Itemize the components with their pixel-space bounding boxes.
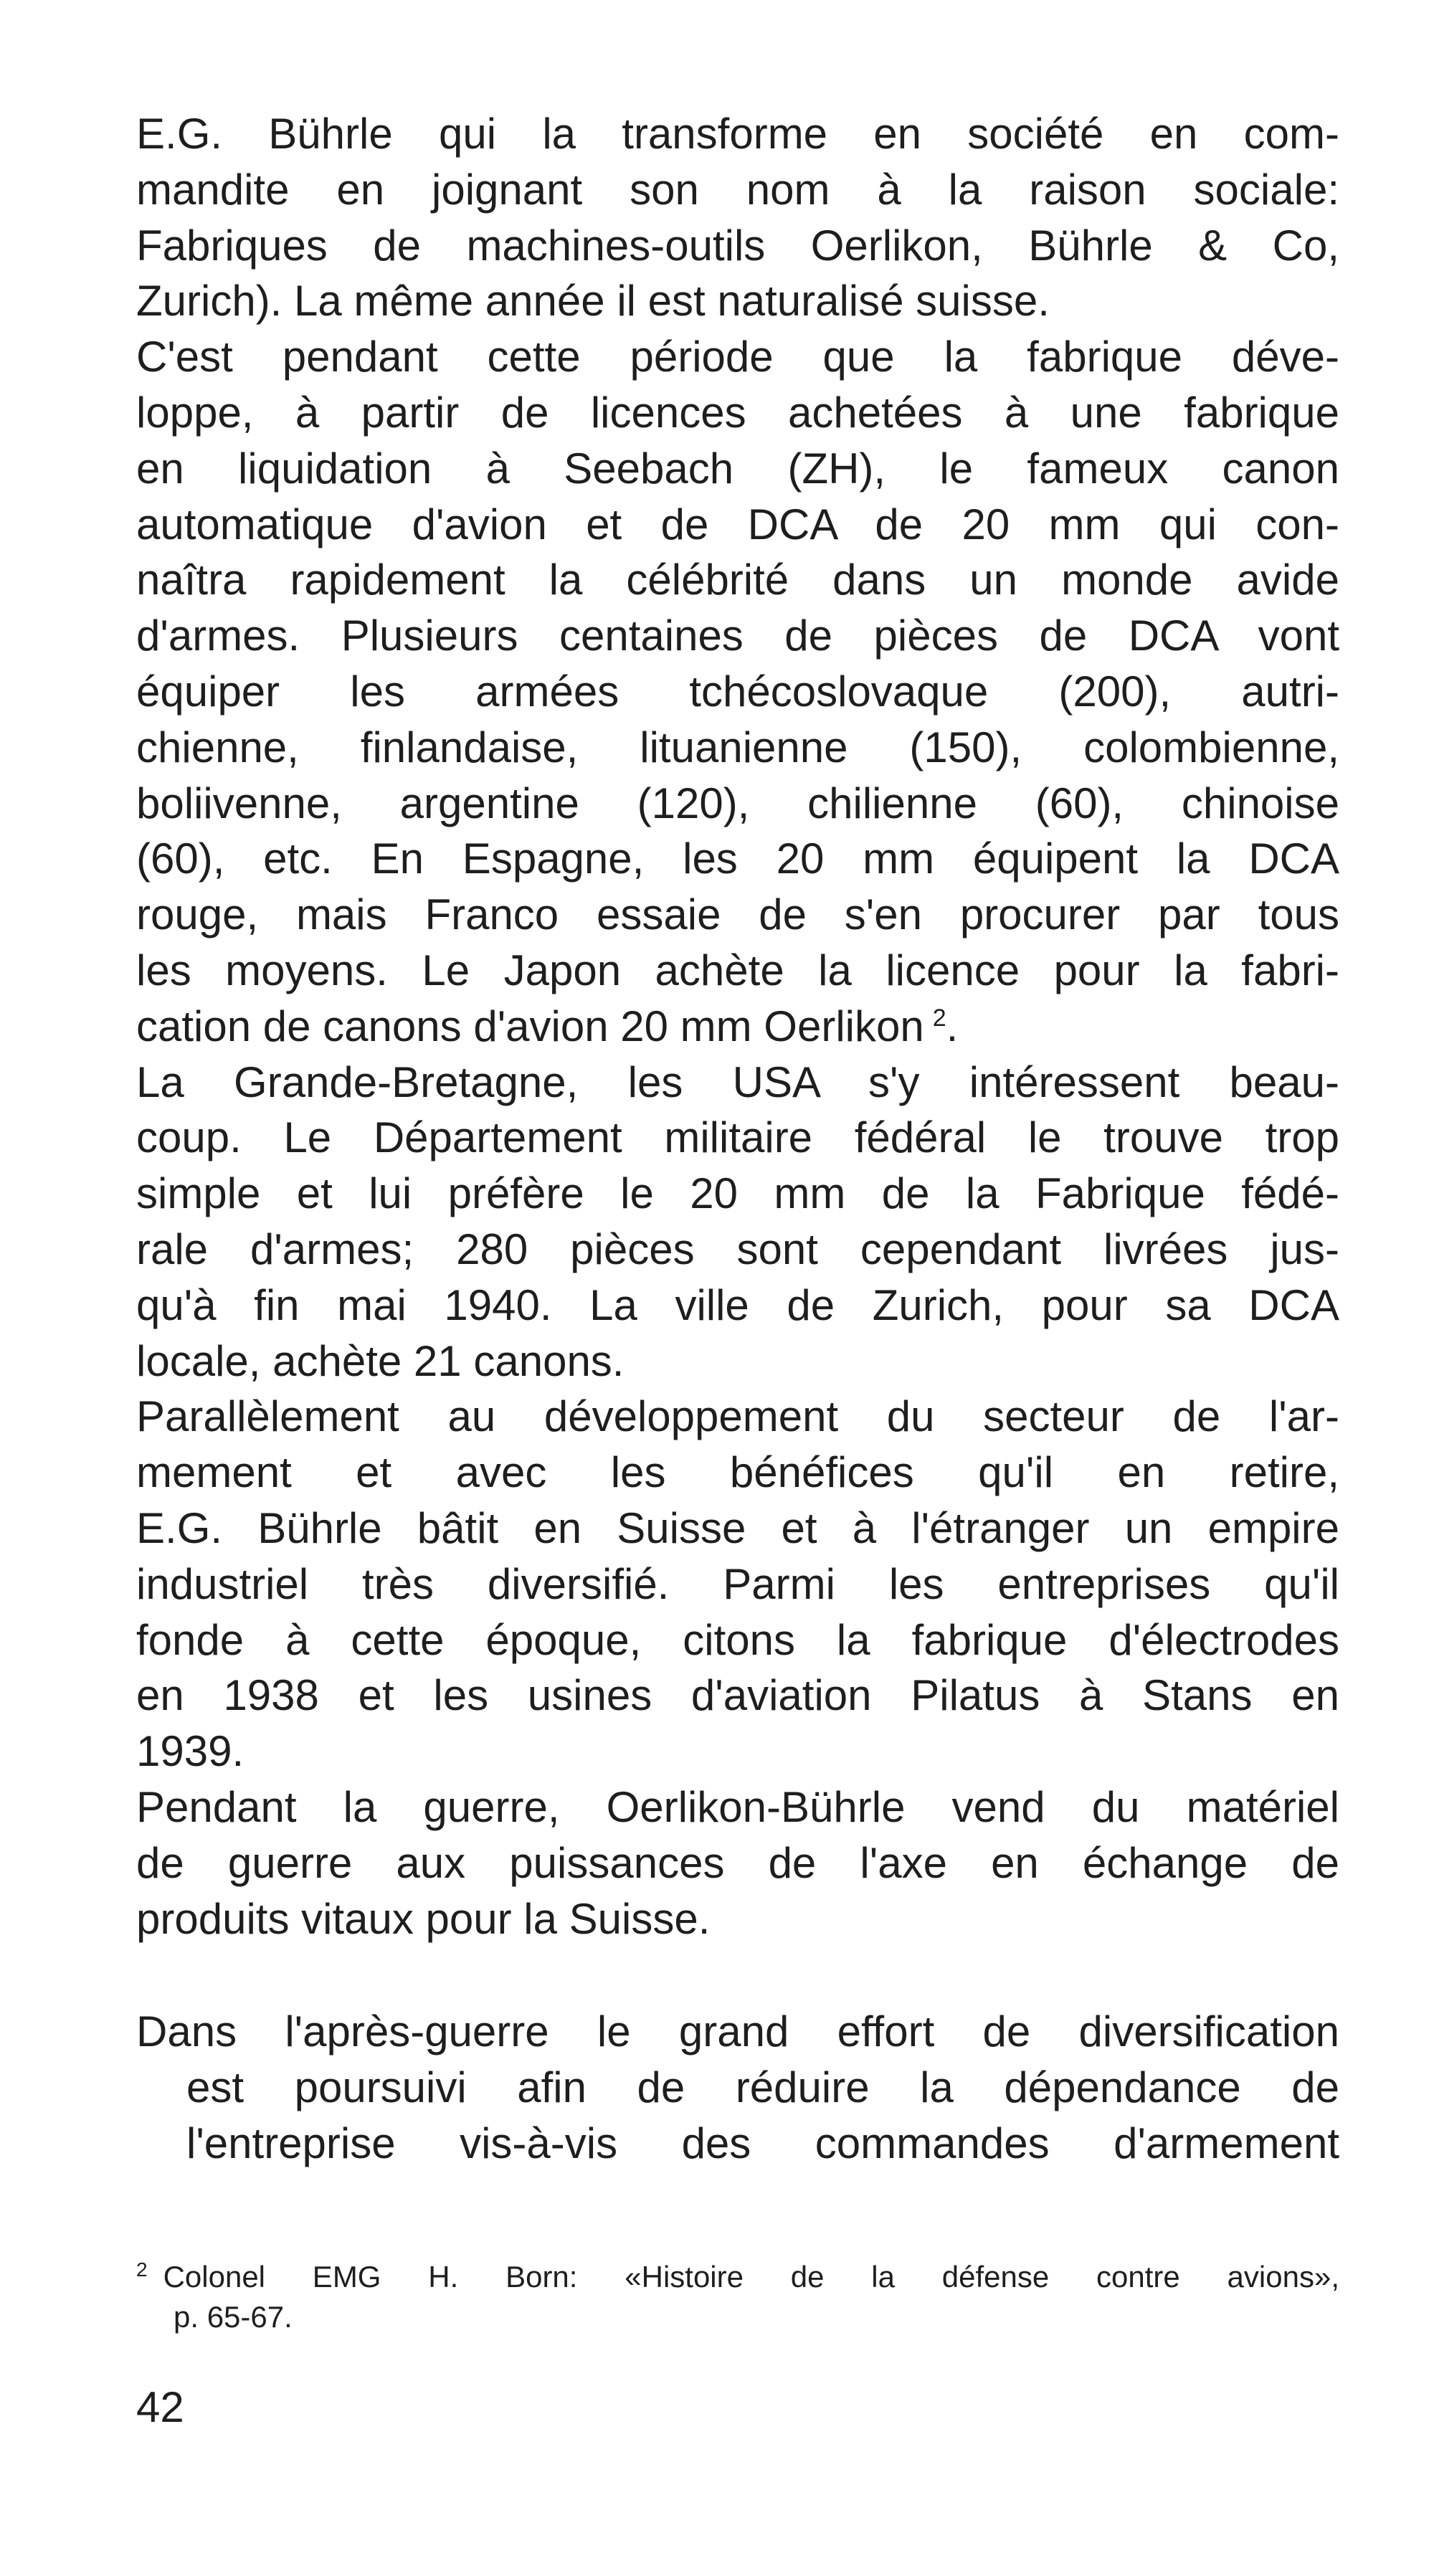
text-line: d'armes. Plusieurs centaines de pièces de DCA vont xyxy=(136,612,1339,660)
footnote-line xyxy=(136,2250,1339,2297)
text-line: automatique d'avion et de DCA de 20 mm qui con- xyxy=(136,500,1339,548)
text-line: produits vitaux pour la Suisse. xyxy=(136,1894,711,1943)
text-line: l'entreprise vis-à-vis des commandes d'armement xyxy=(186,2119,1339,2167)
text-line: en liquidation à Seebach (ZH), le fameux canon xyxy=(136,444,1339,493)
sentence-end: . xyxy=(946,1002,959,1050)
text-line: simple et lui préfère le 20 mm de la Fabrique fédé- xyxy=(136,1169,1339,1218)
text-line: est poursuivi afin de réduire la dépendance de xyxy=(186,2063,1339,2112)
text-line: en 1938 et les usines d'aviation Pilatus à Stans en xyxy=(136,1671,1339,1720)
footnote xyxy=(136,2250,1339,2337)
text-line: rale d'armes; 280 pièces sont cependant livrées jus- xyxy=(136,1225,1339,1273)
text-line: chienne, finlandaise, lituanienne (150), colombienne, xyxy=(136,723,1339,771)
text-line: de guerre aux puissances de l'axe en échange de xyxy=(136,1838,1339,1887)
page-number: 42 xyxy=(136,2383,184,2431)
main-text xyxy=(136,106,1339,2172)
footnote-mark: 2 xyxy=(136,2258,148,2281)
text-line: fonde à cette époque, citons la fabrique d'électrodes xyxy=(136,1615,1339,1664)
text-line: Pendant la guerre, Oerlikon-Bührle vend du matériel xyxy=(136,1782,1339,1831)
text-line: équiper les armées tchécoslovaque (200), autri- xyxy=(136,667,1339,716)
text-line: Dans l'après-guerre le grand effort de diversification xyxy=(136,2007,1339,2056)
text-line: Fabriques de machines-outils Oerlikon, Bührle & Co, xyxy=(136,221,1339,270)
text-line: les moyens. Le Japon achète la licence pour la fabri- xyxy=(136,946,1339,994)
paragraph-gap xyxy=(136,1947,1339,2004)
footnote-line: p. 65-67. xyxy=(174,2300,293,2334)
text-line: industriel très diversifié. Parmi les entreprises qu'il xyxy=(136,1559,1339,1608)
text-line: Zurich). La même année il est naturalisé suisse. xyxy=(136,277,1050,325)
text-line: coup. Le Département militaire fédéral le trouve trop xyxy=(136,1113,1339,1162)
text-line: C'est pendant cette période que la fabrique déve- xyxy=(136,333,1339,381)
text-line: (60), etc. En Espagne, les 20 mm équipent la DCA xyxy=(136,835,1339,883)
text-line: loppe, à partir de licences achetées à une fabrique xyxy=(136,388,1339,437)
text-line: La Grande-Bretagne, les USA s'y intéressent beau- xyxy=(136,1058,1339,1106)
text-line: 1939. xyxy=(136,1727,244,1776)
text-line: naîtra rapidement la célébrité dans un monde avide xyxy=(136,556,1339,604)
text-line: rouge, mais Franco essaie de s'en procurer par tous xyxy=(136,890,1339,939)
text-segment: cation de canons d'avion 20 mm Oerlikon xyxy=(136,1002,924,1050)
footnote-reference: 2 xyxy=(932,1004,946,1032)
text-line: E.G. Bührle bâtit en Suisse et à l'étranger un empire xyxy=(136,1503,1339,1552)
text-line: locale, achète 21 canons. xyxy=(136,1336,625,1385)
text-line: mandite en joignant son nom à la raison sociale: xyxy=(136,165,1339,214)
text-line xyxy=(136,999,1339,1055)
text-line: Parallèlement au développement du secteur de l'ar- xyxy=(136,1392,1339,1441)
text-line: E.G. Bührle qui la transforme en société en com- xyxy=(136,110,1339,158)
text-line: qu'à fin mai 1940. La ville de Zurich, pour sa DCA xyxy=(136,1280,1339,1329)
footnote-text: Colonel EMG H. Born: «Histoire de la défense contre avions», xyxy=(163,2260,1339,2294)
text-line: mement et avec les bénéfices qu'il en retire, xyxy=(136,1448,1339,1497)
text-line: boliivenne, argentine (120), chilienne (60), chinoise xyxy=(136,779,1339,827)
